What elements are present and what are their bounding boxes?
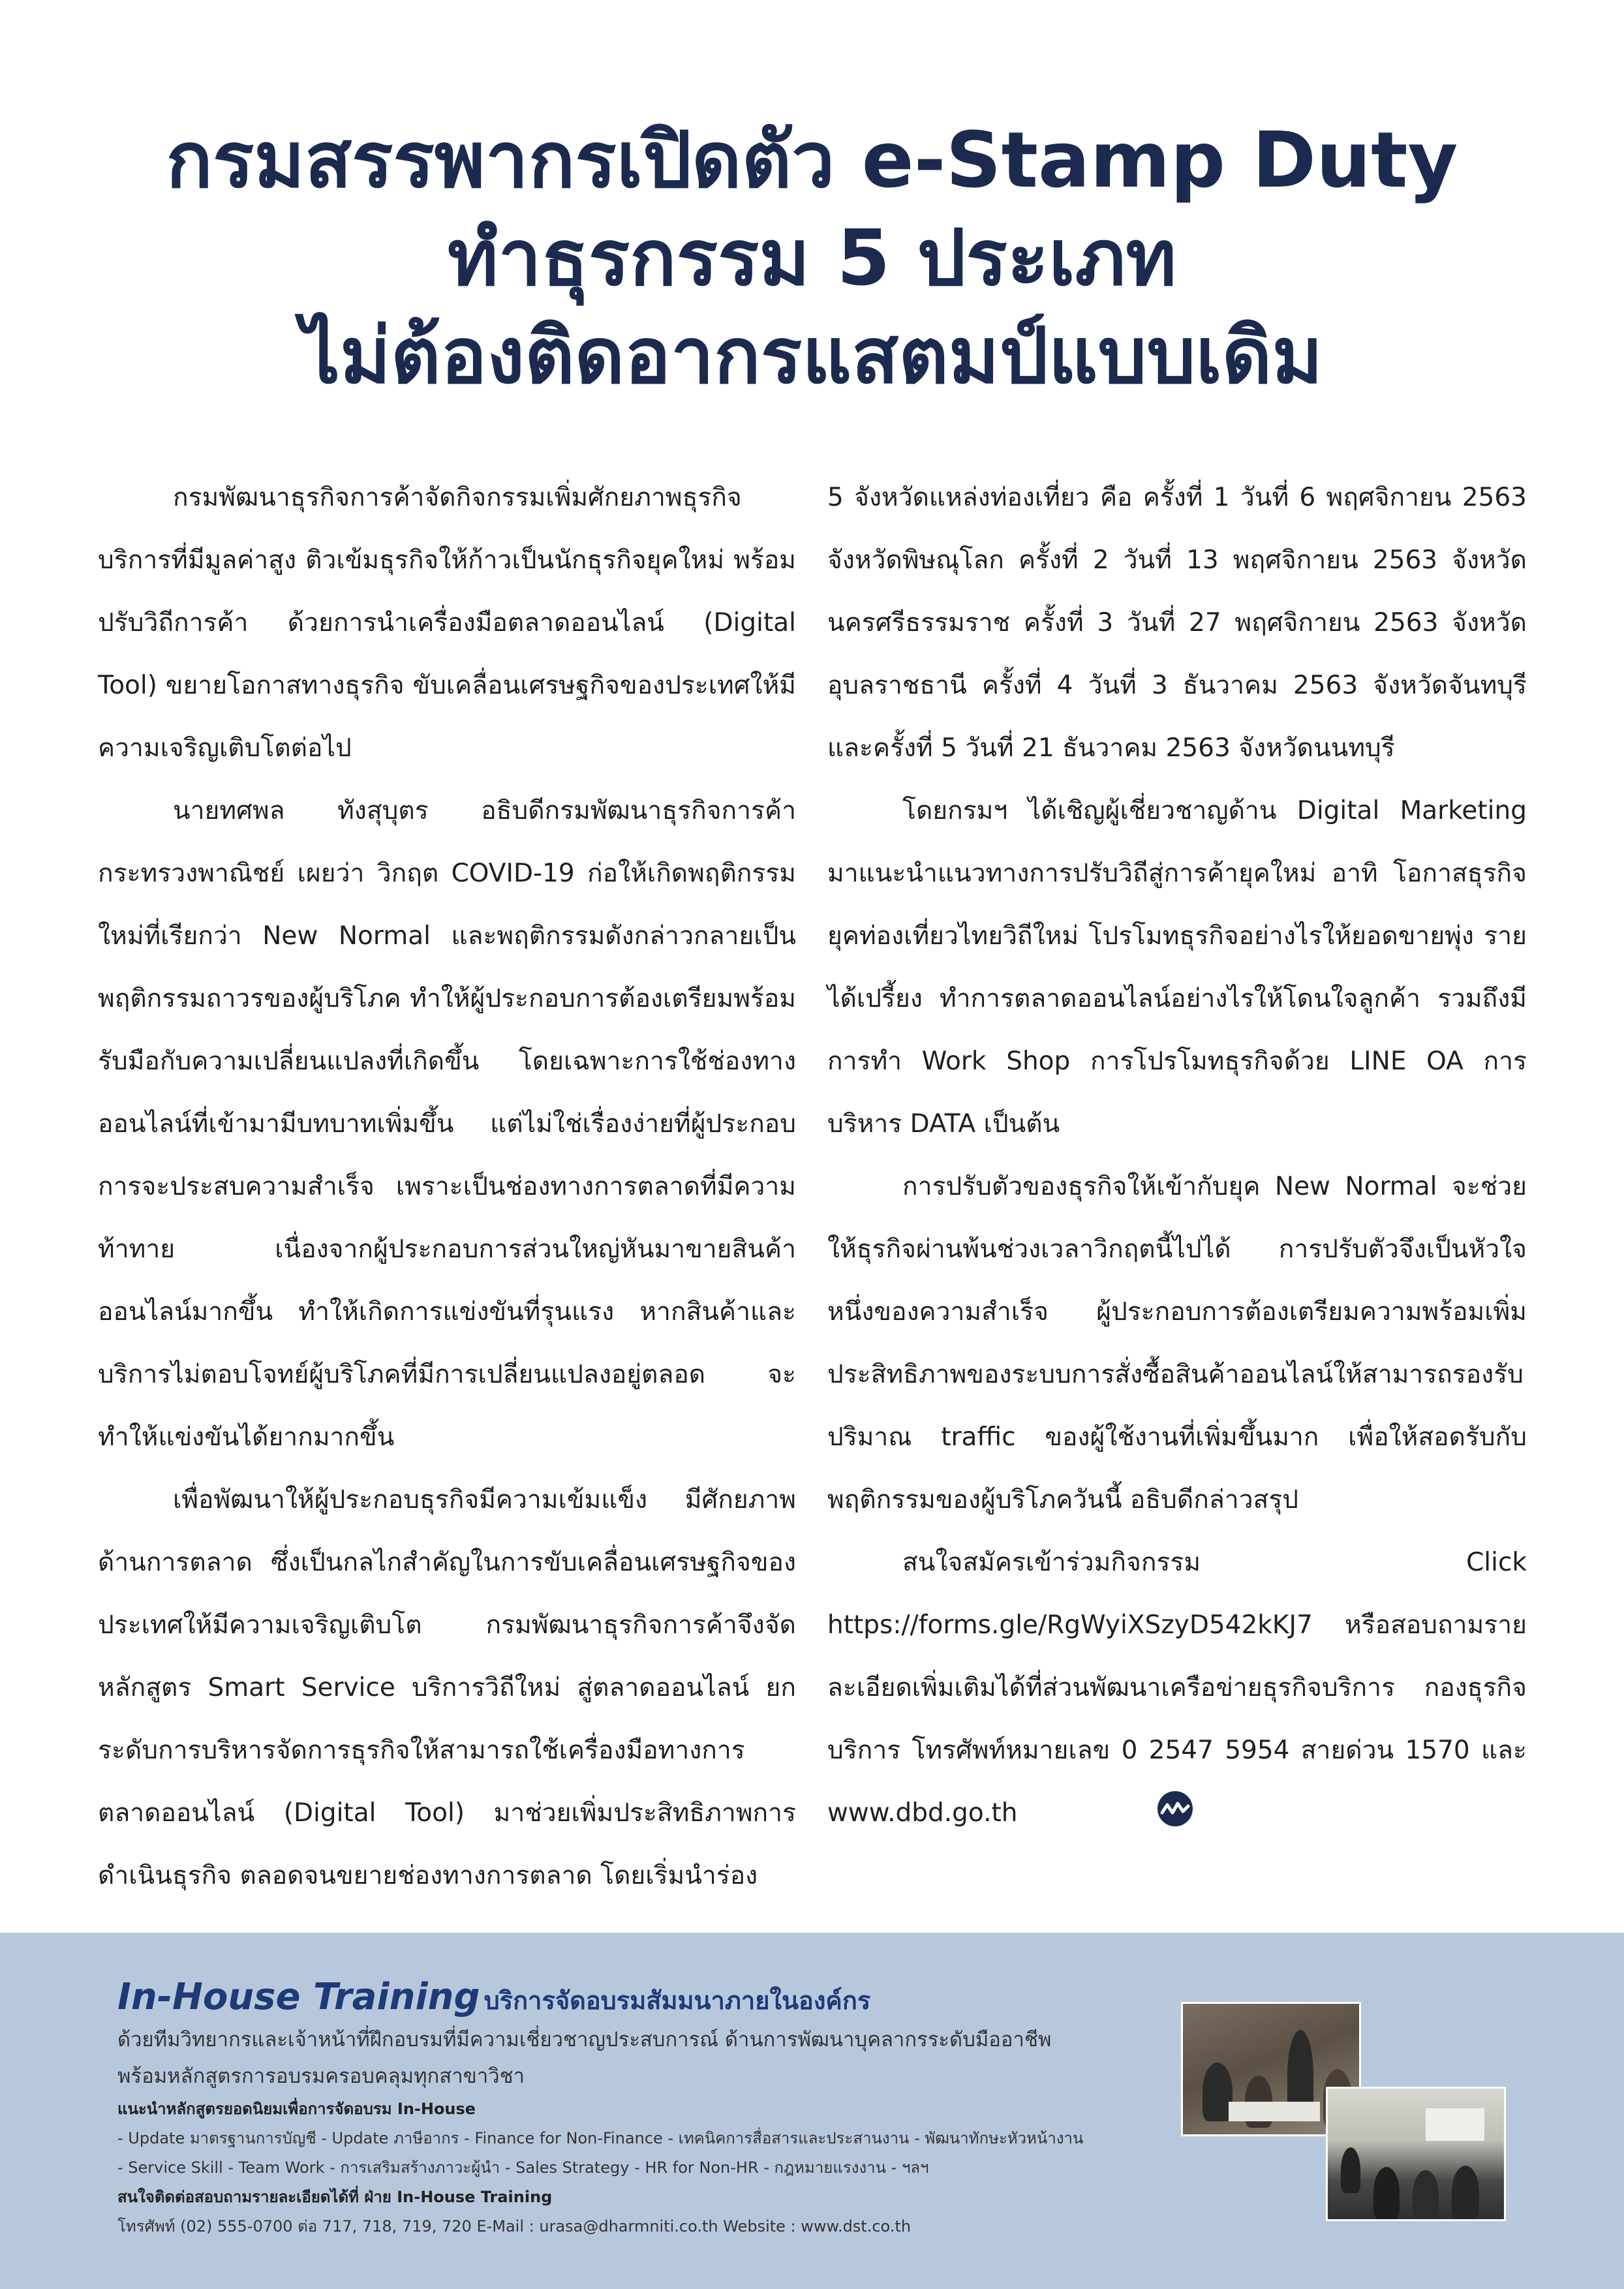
article-right-column <box>827 467 1527 1845</box>
article-left-column <box>98 467 796 1907</box>
banner-subtitle: บริการจัดอบรมสัมมนาภายในองค์กร <box>483 1986 871 2015</box>
banner-contact-line: โทรศัพท์ (02) 555-0700 ต่อ 717, 718, 719, 720 E-Mail : urasa@dharmniti.co.th Website : www.dst.co.th <box>117 2217 912 2235</box>
banner-courses-line-2: - Service Skill - Team Work - การเสริมสร้างภาวะผู้นำ - Sales Strategy - HR for Non-HR - กฎหมายแรงงาน - ฯลฯ <box>117 2158 929 2177</box>
banner-brand: In-House Training <box>117 1976 480 2018</box>
article-paragraph: โดยกรมฯ ได้เชิญผู้เชี่ยวชาญด้าน Digital Marketing มาแนะนำแนวทางการปรับวิถีสู่การค้ายุคใหม่ อาทิ โอกาสธุรกิจยุคท่องเที่ยวไทยวิถีใหม่ โปรโมทธุรกิจอย่างไรให้ยอดขายพุ่ง รายได้เปรี้ยง ทำการตลาดออนไลน์อย่างไรให้โดนใจลูกค้า รวมถึงมีการทำ Work Shop การโปรโมทธุรกิจด้วย LINE OA การบริหาร DATA เป็นต้น <box>827 796 1527 1139</box>
article-paragraph: กรมพัฒนาธุรกิจการค้าจัดกิจกรรมเพิ่มศักยภาพธุรกิจบริการที่มีมูลค่าสูง ติวเข้มธุรกิจให้ก้าวเป็นนักธุรกิจยุคใหม่ พร้อมปรับวิถีการค้า ด้วยการนำเครื่องมือตลาดออนไลน์ (Digital Tool) ขยายโอกาสทางธุรกิจ ขับเคลื่อนเศรษฐกิจของประเทศให้มีความเจริญเติบโตต่อไป <box>98 483 796 763</box>
banner-line-2: พร้อมหลักสูตรการอบรมครอบคลุมทุกสาขาวิชา <box>117 2065 525 2088</box>
banner-line-1: ด้วยทีมวิทยากรและเจ้าหน้าที่ฝึกอบรมที่มีความเชี่ยวชาญประสบการณ์ ด้านการพัฒนาบุคลากรระดับมืออาชีพ <box>117 2028 1052 2051</box>
article-paragraph: นายทศพล ทังสุบุตร อธิบดีกรมพัฒนาธุรกิจการค้า กระทรวงพาณิชย์ เผยว่า วิกฤต COVID-19 ก่อให้เกิดพฤติกรรมใหม่ที่เรียกว่า New Normal และพฤติกรรมดังกล่าวกลายเป็นพฤติกรรมถาวรของผู้บริโภค ทำให้ผู้ประกอบการต้องเตรียมพร้อมรับมือกับความเปลี่ยนแปลงที่เกิดขึ้น โดยเฉพาะการใช้ช่องทางออนไลน์ที่เข้ามามีบทบาทเพิ่มขึ้น แต่ไม่ใช่เรื่องง่ายที่ผู้ประกอบการจะประสบความสำเร็จ เพราะเป็นช่องทางการตลาดที่มีความท้าทาย เนื่องจากผู้ประกอบการส่วนใหญ่หันมาขายสินค้าออนไลน์มากขึ้น ทำให้เกิดการแข่งขันที่รุนแรง หากสินค้าและบริการไม่ตอบโจทย์ผู้บริโภคที่มีการเปลี่ยนแปลงอยู่ตลอด จะทำให้แข่งขันได้ยากมากขึ้น <box>98 796 796 1452</box>
banner-title <box>117 1976 870 2020</box>
headline-line-1: กรมสรรพากรเปิดตัว e-Stamp Duty <box>166 115 1458 205</box>
banner-contact-heading: สนใจติดต่อสอบถามรายละเอียดได้ที่ ฝ่าย In-House Training <box>117 2188 553 2206</box>
end-of-article-wave-icon <box>1157 1790 1193 1827</box>
banner-courses-line-1: - Update มาตรฐานการบัญชี - Update ภาษีอากร - Finance for Non-Finance - เทคนิคการสื่อสารและประสานงาน - พัฒนาทักษะหัวหน้างาน <box>117 2129 1084 2147</box>
article-paragraph: สนใจสมัครเข้าร่วมกิจกรรม Click https://forms.gle/RgWyiXSzyD542kKJ7 หรือสอบถามรายละเอียดเพิ่มเติมได้ที่ส่วนพัฒนาเครือข่ายธุรกิจบริการ กองธุรกิจบริการ โทรศัพท์หมายเลข 0 2547 5954 สายด่วน 1570 และ www.dbd.go.th <box>827 1548 1527 1828</box>
training-photo-2 <box>1326 2087 1506 2221</box>
article-headline <box>0 111 1624 405</box>
article-paragraph: เพื่อพัฒนาให้ผู้ประกอบธุรกิจมีความเข้มแข็ง มีศักยภาพด้านการตลาด ซึ่งเป็นกลไกสำคัญในการขับเคลื่อนเศรษฐกิจของประเทศให้มีความเจริญเติบโต กรมพัฒนาธุรกิจการค้าจึงจัดหลักสูตร Smart Service บริการวิถีใหม่ สู่ตลาดออนไลน์ ยกระดับการบริหารจัดการธุรกิจให้สามารถใช้เครื่องมือทางการตลาดออนไลน์ (Digital Tool) มาช่วยเพิ่มประสิทธิภาพการดำเนินธุรกิจ ตลอดจนขยายช่องทางการตลาด โดยเริ่มนำร่อง <box>98 1485 796 1890</box>
article-paragraph: การปรับตัวของธุรกิจให้เข้ากับยุค New Normal จะช่วยให้ธุรกิจผ่านพ้นช่วงเวลาวิกฤตนี้ไปได้ การปรับตัวจึงเป็นหัวใจหนึ่งของความสำเร็จ ผู้ประกอบการต้องเตรียมความพร้อมเพิ่มประสิทธิภาพของระบบการสั่งซื้อสินค้าออนไลน์ให้สามารถรองรับปริมาณ traffic ของผู้ใช้งานที่เพิ่มขึ้นมาก เพื่อให้สอดรับกับพฤติกรรมของผู้บริโภควันนี้ อธิบดีกล่าวสรุป <box>827 1172 1527 1514</box>
article-paragraph: 5 จังหวัดแหล่งท่องเที่ยว คือ ครั้งที่ 1 วันที่ 6 พฤศจิกายน 2563 จังหวัดพิษณุโลก ครั้งที่ 2 วันที่ 13 พฤศจิกายน 2563 จังหวัดนครศรีธรรมราช ครั้งที่ 3 วันที่ 27 พฤศจิกายน 2563 จังหวัดอุบลราชธานี ครั้งที่ 4 วันที่ 3 ธันวาคม 2563 จังหวัดจันทบุรี และครั้งที่ 5 วันที่ 21 ธันวาคม 2563 จังหวัดนนทบุรี <box>827 483 1527 763</box>
headline-line-3: ไม่ต้องติดอากรแสตมป์แบบเดิม <box>301 311 1323 401</box>
banner-details <box>117 2021 1187 2241</box>
headline-line-2: ทำธุรกรรม 5 ประเภท <box>447 213 1177 303</box>
banner-courses-heading: แนะนำหลักสูตรยอดนิยมเพื่อการจัดอบรม In-House <box>117 2100 476 2118</box>
